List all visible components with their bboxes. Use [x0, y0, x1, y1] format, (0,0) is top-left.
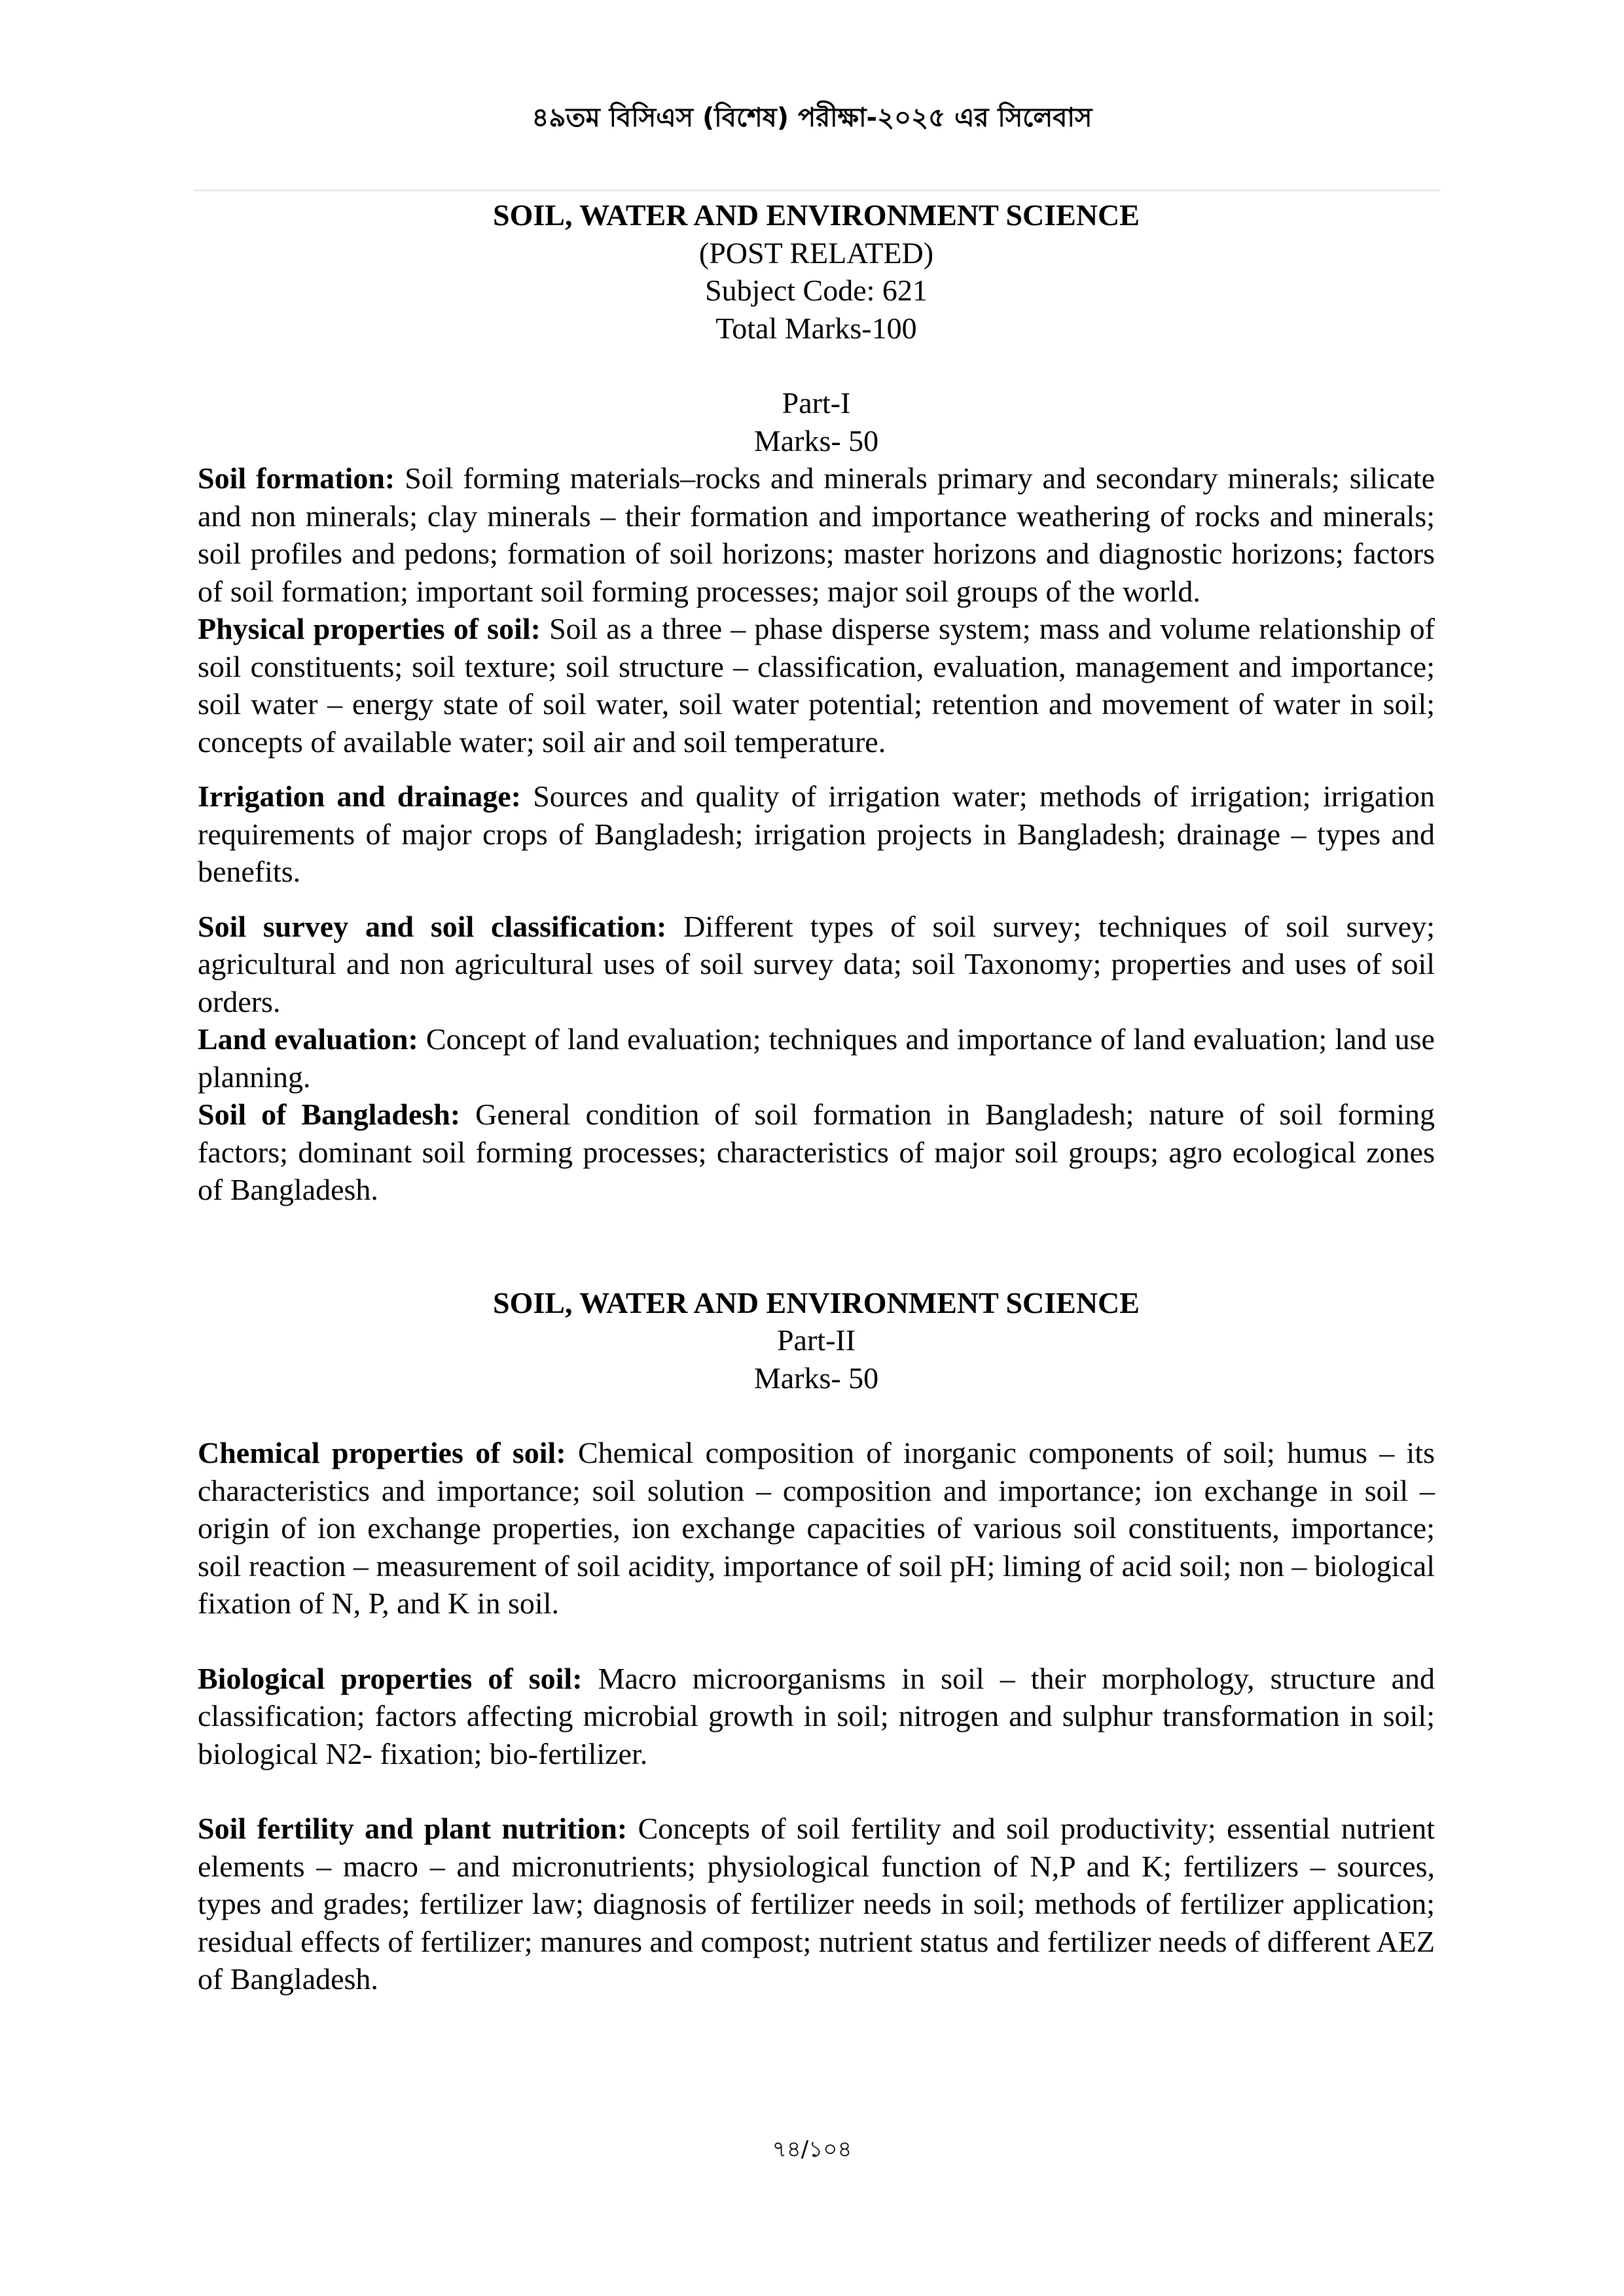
topic-text: Soil as a three – phase disperse system; mass and volume relationship of soil constituents; soil texture; soil structure – classification, evaluation, management and importance; soil water – energy state of soil water, soil water potential; retention and movement of water in soil; concepts of available water; soil air and soil temperature. — [198, 612, 1435, 759]
topic-heading: Soil survey and soil classification: — [198, 909, 667, 943]
topic-text: Concept of land evaluation; techniques and importance of land evaluation; land use planning. — [198, 1022, 1435, 1094]
topic-text: Sources and quality of irrigation water; methods of irrigation; irrigation requirements of major crops of Bangladesh; irrigation projects in Bangladesh; drainage – types and benefits. — [198, 780, 1435, 888]
section1-part: Part-I — [782, 386, 851, 420]
section2-heading-block — [198, 1284, 1435, 1397]
topic-heading: Soil of Bangladesh: — [198, 1098, 461, 1131]
topic-text: Concepts of soil fertility and soil productivity; essential nutrient elements – macro – and micronutrients; physiological function of N,P and K; fertilizers – sources, types and grades; fertilizer law; diagnosis of fertilizer needs in soil; methods of fertilizer application; residual effects of fertilizer; manures and compost; nutrient status and fertilizer needs of different AEZ of Bangladesh. — [198, 1812, 1435, 1996]
page-header: ৪৯তম বিসিএস (বিশেষ) পরীক্ষা-২০২৫ এর সিলেবাস — [532, 103, 1092, 133]
topic-heading: Soil fertility and plant nutrition: — [198, 1812, 628, 1845]
total-marks: Total Marks-100 — [715, 311, 917, 345]
topic-soil-of-bangladesh — [198, 1096, 1435, 1209]
topic-heading: Soil formation: — [198, 461, 395, 495]
section1-title: SOIL, WATER AND ENVIRONMENT SCIENCE — [493, 198, 1140, 232]
topic-heading: Chemical properties of soil: — [198, 1436, 566, 1469]
topic-chemical-properties — [198, 1434, 1435, 1623]
topic-text: Macro microorganisms in soil – their morphology, structure and classification; factors affecting microbial growth in soil; nitrogen and sulphur transformation in soil; biological N2- fixation; bio-fertilizer. — [198, 1661, 1435, 1770]
section1-subtitle: (POST RELATED) — [698, 236, 934, 270]
topic-text: Soil forming materials–rocks and minerals primary and secondary minerals; silicate and non minerals; clay minerals – their formation and importance weathering of rocks and minerals; soil profiles and pedons; formation of soil horizons; master horizons and diagnostic horizons; factors of soil formation; important soil forming processes; major soil groups of the world. — [198, 461, 1435, 608]
section2-part: Part-II — [776, 1323, 856, 1357]
topic-irrigation-drainage — [198, 778, 1435, 891]
page-number: ৭৪/১০৪ — [772, 2136, 852, 2162]
topic-heading: Land evaluation: — [198, 1022, 418, 1056]
section2-title: SOIL, WATER AND ENVIRONMENT SCIENCE — [493, 1285, 1140, 1319]
topic-land-evaluation — [198, 1020, 1435, 1096]
topic-text: Different types of soil survey; techniques of soil survey; agricultural and non agricultural uses of soil survey data; soil Taxonomy; properties and uses of soil orders. — [198, 909, 1435, 1018]
topic-physical-properties — [198, 610, 1435, 761]
topic-text: General condition of soil formation in Bangladesh; nature of soil forming factors; dominant soil forming processes; characteristics of major soil groups; agro ecological zones of Bangladesh. — [198, 1098, 1435, 1206]
topic-soil-formation — [198, 459, 1435, 610]
document-body — [198, 196, 1435, 1998]
topic-text: Chemical composition of inorganic components of soil; humus – its characteristics and importance; soil solution – composition and importance; ion exchange in soil – origin of ion exchange properties, ion exchange capacities of various soil constituents, importance; soil reaction – measurement of soil acidity, importance of soil pH; liming of acid soil; non – biological fixation of N, P, and K in soil. — [198, 1436, 1435, 1620]
topic-heading: Biological properties of soil: — [198, 1661, 583, 1695]
topic-biological-properties — [198, 1660, 1435, 1773]
section1-heading-block — [198, 196, 1435, 459]
header-divider — [194, 190, 1441, 191]
section2-marks: Marks- 50 — [753, 1361, 879, 1395]
topic-soil-survey — [198, 908, 1435, 1021]
subject-code: Subject Code: 621 — [705, 274, 928, 307]
section1-marks: Marks- 50 — [753, 423, 879, 457]
topic-soil-fertility — [198, 1810, 1435, 1998]
topic-heading: Irrigation and drainage: — [198, 780, 521, 813]
topic-heading: Physical properties of soil: — [198, 612, 541, 645]
